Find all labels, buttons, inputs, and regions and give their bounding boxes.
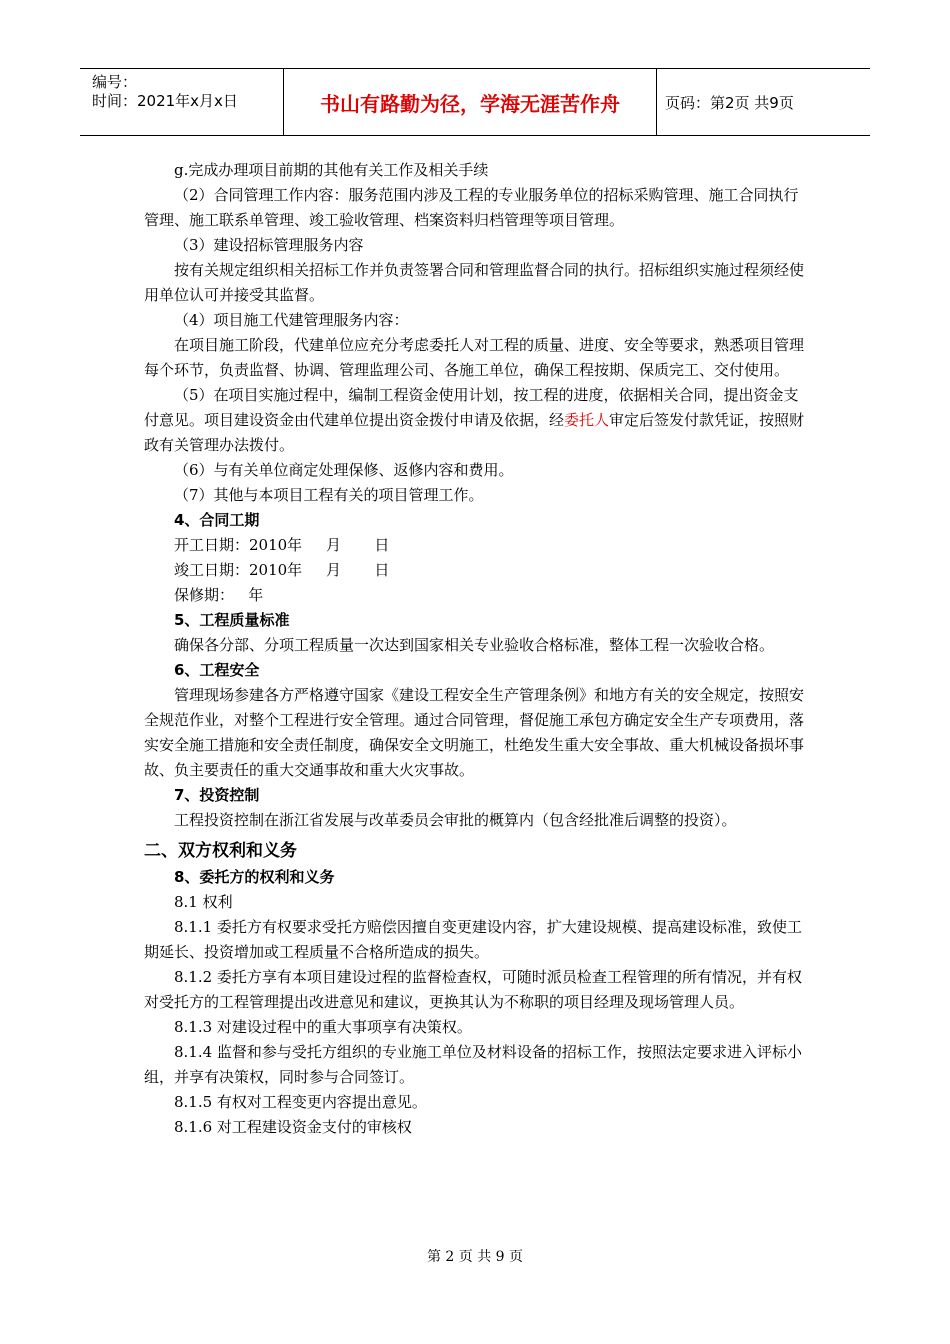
paragraph: 按有关规定组织相关招标工作并负责签署合同和管理监督合同的执行。招标组织实施过程须经使用单位认可并接受其监督。 bbox=[144, 261, 805, 304]
date-line: 保修期： 年 bbox=[174, 586, 264, 604]
paragraph: 确保各分部、分项工程质量一次达到国家相关专业验收合格标准，整体工程一次验收合格。 bbox=[174, 636, 775, 654]
paragraph: 8.1.3 对建设过程中的重大事项享有决策权。 bbox=[174, 1018, 472, 1036]
paragraph: g.完成办理项目前期的其他有关工作及相关手续 bbox=[174, 161, 489, 179]
paragraph-text: 审定后签发付款凭证，按照财政有关管理办法拨付。 bbox=[144, 411, 805, 454]
paragraph: （2）合同管理工作内容：服务范围内涉及工程的专业服务单位的招标采购管理、施工合同执行管理、施工联系单管理、竣工验收管理、档案资料归档管理等项目管理。 bbox=[144, 186, 799, 229]
paragraph: 管理现场参建各方严格遵守国家《建设工程安全生产管理条例》和地方有关的安全规定，按照安全规范作业，对整个工程进行安全管理。通过合同管理，督促施工承包方确定安全生产专项费用，落实安全施工措施和安全责任制度，确保安全文明施工，杜绝发生重大安全事故、重大机械设备损坏事故、负主要责任的重大交通事故和重大火灾事故。 bbox=[144, 686, 805, 779]
section-heading: 6、工程安全 bbox=[174, 661, 260, 679]
paragraph: 8.1 权利 bbox=[174, 893, 233, 911]
header-page-info: 页码：第2页 共9页 bbox=[665, 93, 794, 112]
chapter-heading: 二、双方权利和义务 bbox=[144, 841, 297, 861]
header-table bbox=[80, 68, 870, 136]
paragraph: 8.1.4 监督和参与受托方组织的专业施工单位及材料设备的招标工作，按照法定要求进入评标小组，并享有决策权，同时参与合同签订。 bbox=[144, 1043, 802, 1086]
header-meta-cell bbox=[80, 69, 284, 135]
section-heading: 7、投资控制 bbox=[174, 786, 260, 804]
page-footer: 第 2 页 共 9 页 bbox=[426, 1249, 524, 1265]
document-body bbox=[144, 158, 810, 1140]
paragraph: （6）与有关单位商定处理保修、返修内容和费用。 bbox=[174, 461, 514, 479]
paragraph: 8.1.6 对工程建设资金支付的审核权 bbox=[174, 1118, 412, 1136]
paragraph: （3）建设招标管理服务内容 bbox=[174, 236, 364, 254]
section-heading: 4、合同工期 bbox=[174, 511, 260, 529]
paragraph: 8.1.2 委托方享有本项目建设过程的监督检查权，可随时派员检查工程管理的所有情况，并有权对受托方的工程管理提出改进意见和建议，更换其认为不称职的项目经理及现场管理人员。 bbox=[144, 968, 802, 1011]
date-line: 开工日期：2010年 月 日 bbox=[174, 536, 390, 554]
header-motto: 书山有路勤为径，学海无涯苦作舟 bbox=[284, 69, 657, 135]
document-number-label: 编号： bbox=[92, 73, 138, 91]
paragraph: 8.1.1 委托方有权要求受托方赔偿因擅自变更建设内容，扩大建设规模、提高建设标准，致使工期延长、投资增加或工程质量不合格所造成的损失。 bbox=[144, 918, 802, 961]
date-line: 竣工日期：2010年 月 日 bbox=[174, 561, 390, 579]
paragraph bbox=[144, 383, 810, 458]
paragraph: 在项目施工阶段，代建单位应充分考虑委托人对工程的质量、进度、安全等要求，熟悉项目管理每个环节，负责监督、协调、管理监理公司、各施工单位，确保工程按期、保质完工、交付使用。 bbox=[144, 336, 805, 379]
paragraph: 工程投资控制在浙江省发展与改革委员会审批的概算内（包含经批准后调整的投资）。 bbox=[174, 811, 737, 829]
section-heading: 8、委托方的权利和义务 bbox=[174, 868, 335, 886]
document-date-label: 时间：2021年x月x日 bbox=[92, 92, 238, 110]
section-heading: 5、工程质量标准 bbox=[174, 611, 290, 629]
paragraph: （7）其他与本项目工程有关的项目管理工作。 bbox=[174, 486, 484, 504]
paragraph: 8.1.5 有权对工程变更内容提出意见。 bbox=[174, 1093, 427, 1111]
highlighted-text: 委托人 bbox=[564, 411, 610, 429]
paragraph-text: （5）在项目实施过程中，编制工程资金使用计划，按工程的进度，依据相关合同，提出资金支付意见。项目建设资金由代建单位提出资金拨付申请及依据，经 bbox=[144, 386, 799, 429]
paragraph: （4）项目施工代建管理服务内容： bbox=[174, 311, 409, 329]
